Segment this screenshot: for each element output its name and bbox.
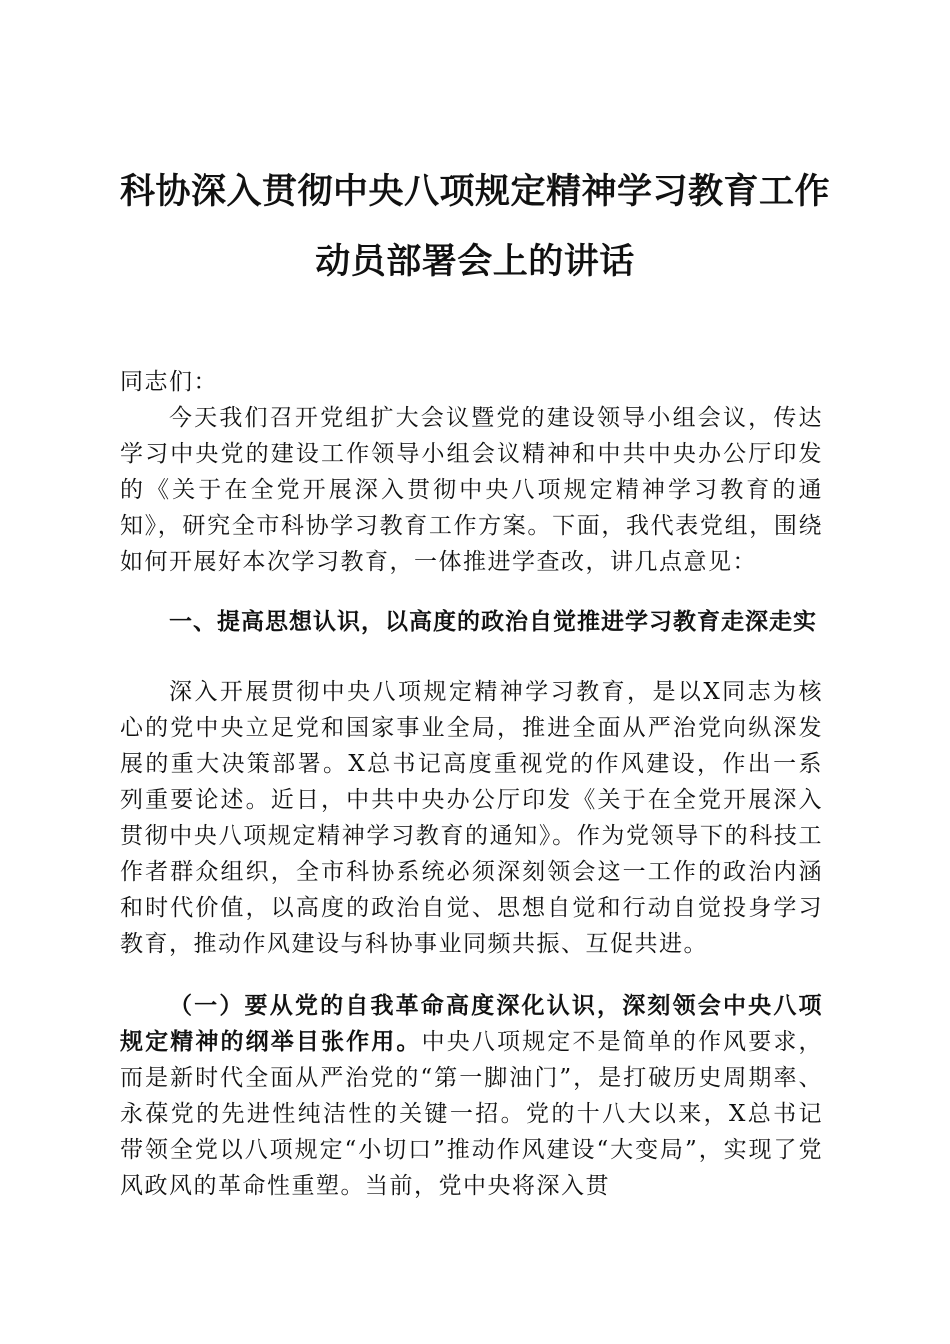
greeting: 同志们： xyxy=(120,369,218,395)
document-title-line-1: 科协深入贯彻中央八项规定精神学习教育工作 xyxy=(119,171,830,212)
section-heading-1: 一、提高思想认识，以高度的政治自觉推进学习教育走深走实 xyxy=(169,609,817,635)
paragraph-subsection-1 xyxy=(120,988,823,1204)
subsection-body-1: 中央八项规定不是简单的作风要求，而是新时代全面从严治党的“第一脚油门”，是打破历史周期率、永葆党的先进性纯洁性的关键一招。党的十八大以来，X总书记带领全党以八项规定“小切口”推动作风建设“大变局”，实现了党风政风的革命性重塑。当前，党中央将深入贯 xyxy=(120,1029,824,1199)
paragraph-intro: 今天我们召开党组扩大会议暨党的建设领导小组会议，传达学习中央党的建设工作领导小组会议精神和中共中央办公厅印发的《关于在全党开展深入贯彻中央八项规定精神学习教育的通知》，研究全市科协学习教育工作方案。下面，我代表党组，围绕如何开展好本次学习教育，一体推进学查改，讲几点意见： xyxy=(120,405,823,575)
subsection-heading-1: （一）要从党的自我革命高度深化认识，深刻领会中央八项规定精神的纲举目张作用。 xyxy=(120,992,823,1055)
document-title-line-2: 动员部署会上的讲话 xyxy=(315,241,635,282)
paragraph-section-1: 深入开展贯彻中央八项规定精神学习教育，是以X同志为核心的党中央立足党和国家事业全局，推进全面从严治党向纵深发展的重大决策部署。X总书记高度重视党的作风建设，作出一系列重要论述。近日，中共中央办公厅印发《关于在全党开展深入贯彻中央八项规定精神学习教育的通知》。作为党领导下的科技工作者群众组织，全市科协系统必须深刻领会这一工作的政治内涵和时代价值，以高度的政治自觉、思想自觉和行动自觉投身学习教育，推动作风建设与科协事业同频共振、互促共进。 xyxy=(120,679,823,957)
